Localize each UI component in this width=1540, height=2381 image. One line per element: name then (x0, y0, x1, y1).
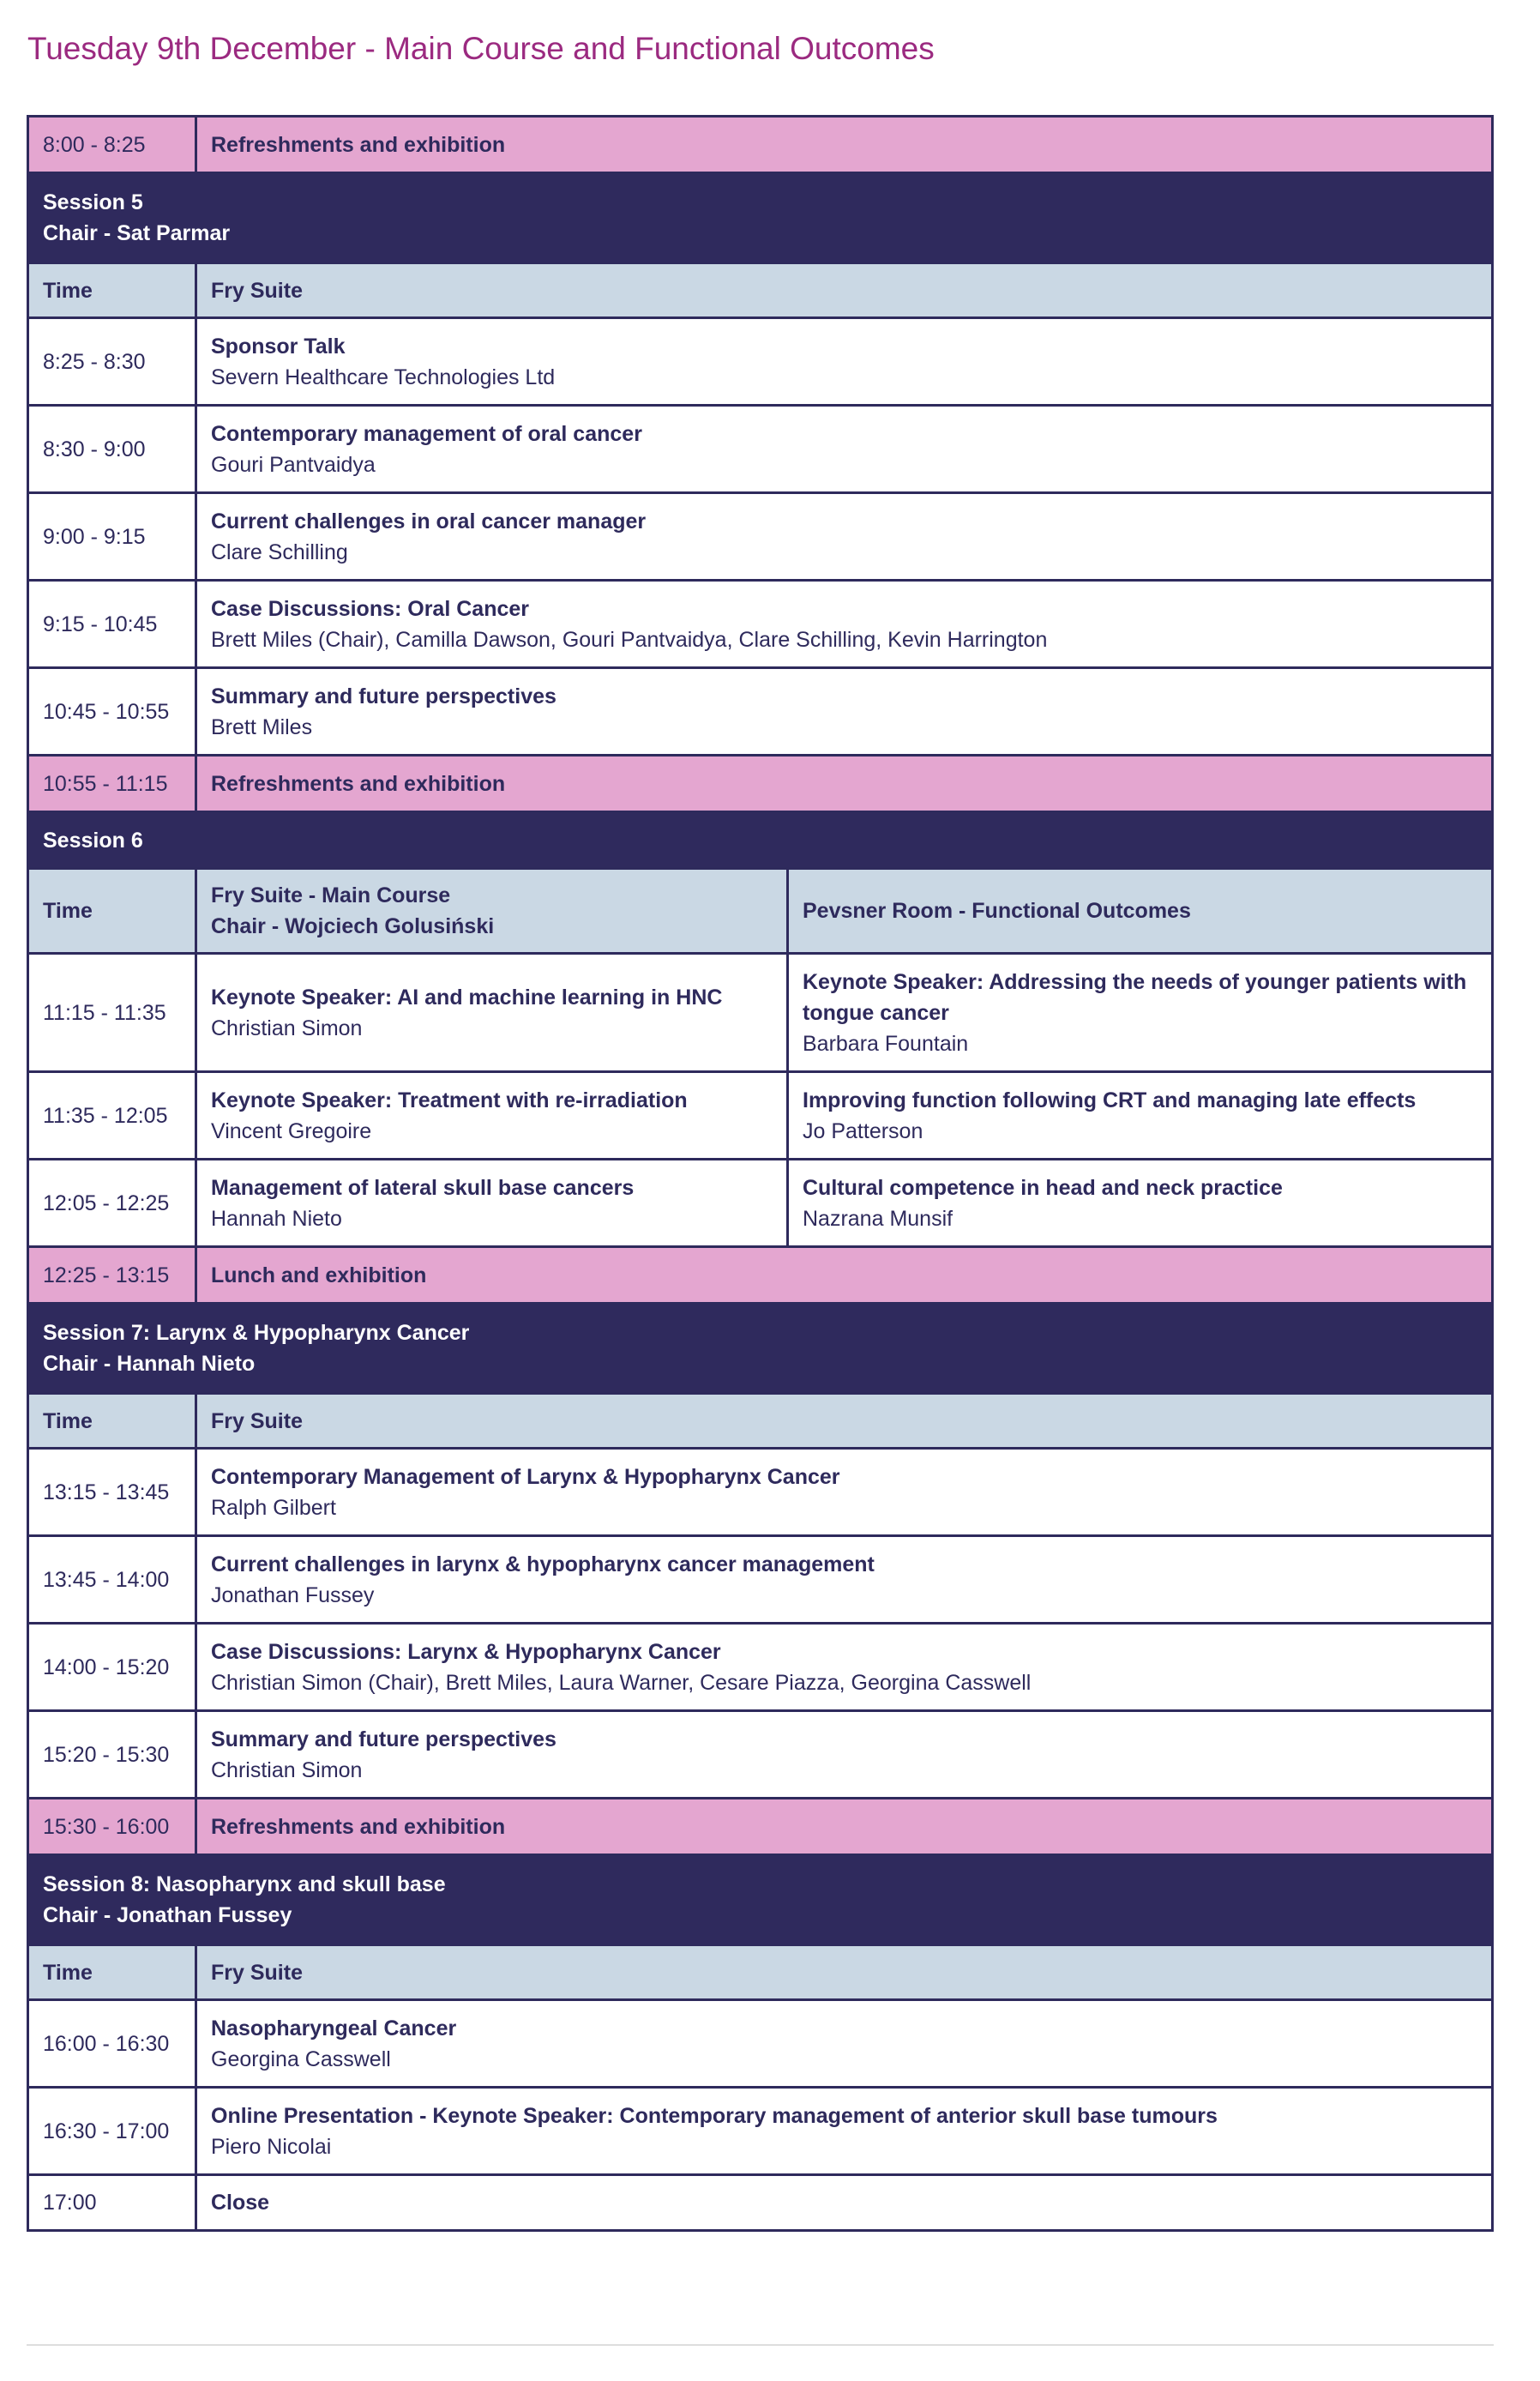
break-row (28, 756, 1493, 812)
item-speaker: Brett Miles (211, 714, 313, 739)
item-title: Contemporary management of oral cancer (211, 421, 642, 446)
item-speaker: Jo Patterson (803, 1118, 923, 1143)
session-title: Session 8: Nasopharynx and skull base (43, 1872, 446, 1896)
item-speaker: Brett Miles (Chair), Camilla Dawson, Gouri Pantvaidya, Clare Schilling, Kevin Harrington (211, 627, 1048, 652)
room-a-chair: Chair - Wojciech Golusiński (211, 914, 495, 938)
item-time: 9:00 - 9:15 (28, 493, 196, 581)
column-header-row (28, 263, 1493, 318)
session-title: Session 6 (43, 828, 143, 853)
break-row (28, 1247, 1493, 1304)
session-chair: Chair - Jonathan Fussey (43, 1903, 292, 1927)
item-speaker: Nazrana Munsif (803, 1206, 953, 1231)
table-row (28, 1072, 1493, 1160)
item-time: 16:00 - 16:30 (28, 2000, 196, 2088)
item-cell (196, 406, 1493, 493)
item-cell-room-b (788, 1160, 1493, 1247)
session-header-row (28, 173, 1493, 263)
session-title: Session 5 (43, 190, 143, 214)
column-header-time: Time (28, 263, 196, 318)
close-text: Close (211, 2191, 270, 2215)
table-row (28, 1449, 1493, 1536)
item-time: 14:00 - 15:20 (28, 1624, 196, 1711)
item-speaker: Georgina Casswell (211, 2046, 391, 2071)
item-title: Keynote Speaker: Addressing the needs of younger patients with tongue cancer (803, 969, 1467, 1025)
break-label: Refreshments and exhibition (196, 756, 1493, 812)
item-cell (196, 2000, 1493, 2088)
break-row (28, 1799, 1493, 1855)
break-time: 8:00 - 8:25 (28, 117, 196, 173)
item-cell (196, 581, 1493, 668)
break-label: Refreshments and exhibition (196, 1799, 1493, 1855)
item-cell (196, 318, 1493, 406)
break-time: 15:30 - 16:00 (28, 1799, 196, 1855)
column-header-room: Fry Suite (196, 263, 1493, 318)
break-label: Refreshments and exhibition (196, 117, 1493, 173)
item-speaker: Christian Simon (Chair), Brett Miles, Laura Warner, Cesare Piazza, Georgina Casswell (211, 1670, 1032, 1695)
table-row (28, 1536, 1493, 1624)
item-title: Cultural competence in head and neck practice (803, 1175, 1283, 1200)
table-row (28, 581, 1493, 668)
table-row (28, 2000, 1493, 2088)
item-title: Summary and future perspectives (211, 684, 556, 708)
column-header-time: Time (28, 869, 196, 954)
session-header-row (28, 1304, 1493, 1394)
item-cell-room-a (196, 1072, 788, 1160)
session-chair: Chair - Sat Parmar (43, 221, 231, 245)
item-cell-room-a (196, 1160, 788, 1247)
table-row (28, 493, 1493, 581)
break-time: 12:25 - 13:15 (28, 1247, 196, 1304)
item-speaker: Vincent Gregoire (211, 1118, 372, 1143)
break-row (28, 117, 1493, 173)
item-cell (196, 1536, 1493, 1624)
item-cell-room-b (788, 954, 1493, 1072)
session-heading (28, 1855, 1493, 1945)
item-cell (196, 1449, 1493, 1536)
column-header-room-a (196, 869, 788, 954)
table-row (28, 954, 1493, 1072)
item-time: 13:45 - 14:00 (28, 1536, 196, 1624)
session-chair: Chair - Hannah Nieto (43, 1352, 256, 1376)
item-cell-room-a (196, 954, 788, 1072)
table-row (28, 668, 1493, 756)
item-time: 8:30 - 9:00 (28, 406, 196, 493)
table-row (28, 1160, 1493, 1247)
item-time: 15:20 - 15:30 (28, 1711, 196, 1799)
item-time: 13:15 - 13:45 (28, 1449, 196, 1536)
item-time: 11:35 - 12:05 (28, 1072, 196, 1160)
column-header-room: Fry Suite (196, 1945, 1493, 2000)
divider (27, 2344, 1494, 2346)
column-header-room: Fry Suite (196, 1394, 1493, 1449)
item-title: Current challenges in larynx & hypopharynx cancer management (211, 1552, 875, 1576)
item-speaker: Gouri Pantvaidya (211, 452, 376, 477)
item-cell (196, 493, 1493, 581)
session-heading (28, 812, 1493, 869)
item-title: Keynote Speaker: Treatment with re-irradiation (211, 1088, 688, 1112)
item-speaker: Christian Simon (211, 1016, 363, 1040)
item-speaker: Christian Simon (211, 1757, 363, 1782)
item-speaker: Clare Schilling (211, 539, 348, 564)
item-title: Sponsor Talk (211, 334, 346, 359)
item-time: 10:45 - 10:55 (28, 668, 196, 756)
item-time: 9:15 - 10:45 (28, 581, 196, 668)
programme-table (27, 115, 1494, 2232)
column-header-time: Time (28, 1394, 196, 1449)
close-time: 17:00 (28, 2175, 196, 2231)
item-title: Online Presentation - Keynote Speaker: Contemporary management of anterior skull base tumours (211, 2103, 1218, 2128)
column-header-row (28, 1945, 1493, 2000)
item-cell (196, 2088, 1493, 2175)
item-cell (196, 668, 1493, 756)
column-header-row (28, 1394, 1493, 1449)
table-row (28, 406, 1493, 493)
close-label (196, 2175, 1493, 2231)
item-cell (196, 1711, 1493, 1799)
table-row (28, 1711, 1493, 1799)
item-title: Current challenges in oral cancer manager (211, 509, 647, 533)
item-title: Improving function following CRT and managing late effects (803, 1088, 1417, 1112)
item-title: Keynote Speaker: AI and machine learning in HNC (211, 985, 723, 1010)
item-speaker: Severn Healthcare Technologies Ltd (211, 365, 556, 389)
item-speaker: Hannah Nieto (211, 1206, 342, 1231)
item-time: 16:30 - 17:00 (28, 2088, 196, 2175)
item-title: Nasopharyngeal Cancer (211, 2016, 457, 2040)
table-row (28, 1624, 1493, 1711)
item-cell-room-b (788, 1072, 1493, 1160)
break-time: 10:55 - 11:15 (28, 756, 196, 812)
column-header-time: Time (28, 1945, 196, 2000)
item-title: Contemporary Management of Larynx & Hypopharynx Cancer (211, 1464, 840, 1489)
item-cell (196, 1624, 1493, 1711)
item-speaker: Jonathan Fussey (211, 1582, 375, 1607)
column-header-row (28, 869, 1493, 954)
session-heading (28, 173, 1493, 263)
session-title: Session 7: Larynx & Hypopharynx Cancer (43, 1321, 470, 1345)
item-title: Case Discussions: Oral Cancer (211, 596, 529, 621)
item-title: Summary and future perspectives (211, 1727, 556, 1751)
room-a-name: Fry Suite - Main Course (211, 883, 451, 907)
item-time: 11:15 - 11:35 (28, 954, 196, 1072)
break-label: Lunch and exhibition (196, 1247, 1493, 1304)
column-header-room-b: Pevsner Room - Functional Outcomes (788, 869, 1493, 954)
item-title: Case Discussions: Larynx & Hypopharynx Cancer (211, 1639, 721, 1664)
table-row (28, 2088, 1493, 2175)
item-time: 12:05 - 12:25 (28, 1160, 196, 1247)
item-speaker: Ralph Gilbert (211, 1495, 336, 1520)
item-speaker: Barbara Fountain (803, 1031, 969, 1056)
session-heading (28, 1304, 1493, 1394)
close-row (28, 2175, 1493, 2231)
page-title: Tuesday 9th December - Main Course and Functional Outcomes (27, 31, 935, 66)
session-header-row (28, 812, 1493, 869)
table-row (28, 318, 1493, 406)
session-header-row (28, 1855, 1493, 1945)
item-time: 8:25 - 8:30 (28, 318, 196, 406)
item-speaker: Piero Nicolai (211, 2134, 332, 2159)
item-title: Management of lateral skull base cancers (211, 1175, 635, 1200)
